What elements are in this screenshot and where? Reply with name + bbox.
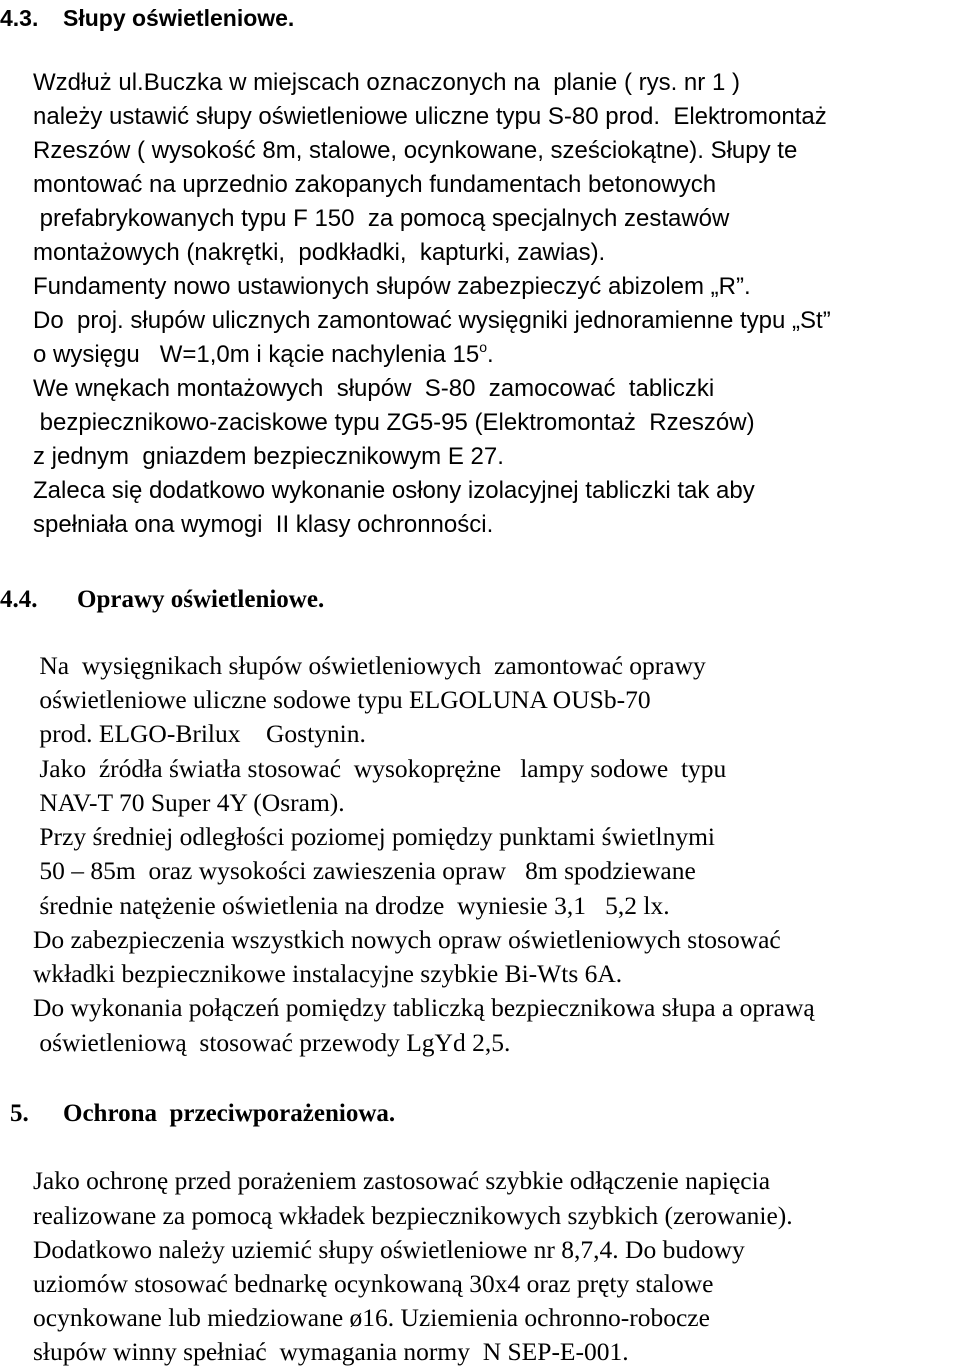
section-4-3-title: Słupy oświetleniowe. xyxy=(63,5,295,31)
paragraph-line: Na wysięgnikach słupów oświetleniowych zamontować oprawy xyxy=(33,651,706,680)
paragraph-line: spełniała ona wymogi II klasy ochronności. xyxy=(33,511,494,538)
paragraph-line: prefabrykowanych typu F 150 za pomocą specjalnych zestawów xyxy=(33,205,730,232)
paragraph-line: bezpiecznikowo-zaciskowe typu ZG5-95 (Elektromontaż Rzeszów) xyxy=(33,409,755,436)
paragraph-line: realizowane za pomocą wkładek bezpiecznikowych szybkich (zerowanie). xyxy=(33,1201,793,1230)
paragraph-line: słupów winny spełniać wymagania normy N SEP-E-001. xyxy=(33,1337,629,1366)
paragraph-line: oświetleniowe uliczne sodowe typu ELGOLUNA OUSb-70 xyxy=(33,685,651,714)
section-4-3-number: 4.3. xyxy=(0,5,39,31)
paragraph-line: We wnękach montażowych słupów S-80 zamocować tabliczki xyxy=(33,375,715,402)
paragraph-line xyxy=(33,339,494,368)
degree-superscript: o xyxy=(479,339,488,355)
paragraph-line: należy ustawić słupy oświetleniowe uliczne typu S-80 prod. Elektromontaż xyxy=(33,103,827,130)
paragraph-line: uziomów stosować bednarkę ocynkowaną 30x4 oraz pręty stalowe xyxy=(33,1269,714,1298)
section-4-4-title: Oprawy oświetleniowe. xyxy=(77,586,325,613)
paragraph-line: wkładki bezpiecznikowe instalacyjne szybkie Bi-Wts 6A. xyxy=(33,959,623,988)
paragraph-line: oświetleniową stosować przewody LgYd 2,5. xyxy=(33,1028,511,1057)
paragraph-line: Wzdłuż ul.Buczka w miejscach oznaczonych na planie ( rys. nr 1 ) xyxy=(33,69,740,96)
paragraph-line: Rzeszów ( wysokość 8m, stalowe, ocynkowane, sześciokątne). Słupy te xyxy=(33,137,798,164)
paragraph-line: z jednym gniazdem bezpiecznikowym E 27. xyxy=(33,443,504,470)
line-text: o wysięgu W=1,0m i kącie nachylenia 15 xyxy=(33,341,480,368)
paragraph-line: Zaleca się dodatkowo wykonanie osłony izolacyjnej tabliczki tak aby xyxy=(33,477,755,504)
paragraph-line: Dodatkowo należy uziemić słupy oświetleniowe nr 8,7,4. Do budowy xyxy=(33,1235,745,1264)
paragraph-line: Do proj. słupów ulicznych zamontować wysięgniki jednoramienne typu „St” xyxy=(33,307,831,334)
section-5-title: Ochrona przeciwporażeniowa. xyxy=(63,1100,396,1127)
paragraph-line: NAV-T 70 Super 4Y (Osram). xyxy=(33,788,345,817)
paragraph-line: ocynkowane lub miedziowane ø16. Uziemienia ochronno-robocze xyxy=(33,1303,710,1332)
paragraph-line: montować na uprzednio zakopanych fundamentach betonowych xyxy=(33,171,717,198)
section-4-4-number: 4.4. xyxy=(0,586,38,613)
paragraph-line: Fundamenty nowo ustawionych słupów zabezpieczyć abizolem „R”. xyxy=(33,273,751,300)
paragraph-line: 50 – 85m oraz wysokości zawieszenia opraw 8m spodziewane xyxy=(33,856,696,885)
paragraph-line: Przy średniej odległości poziomej pomiędzy punktami świetlnymi xyxy=(33,822,716,851)
paragraph-line: prod. ELGO-Brilux Gostynin. xyxy=(33,719,366,748)
paragraph-line: Jako źródła światła stosować wysokoprężne lampy sodowe typu xyxy=(33,754,727,783)
paragraph-line: Do wykonania połączeń pomiędzy tabliczką bezpiecznikowa słupa a oprawą xyxy=(33,993,815,1022)
section-5-number: 5. xyxy=(10,1100,29,1127)
paragraph-line: Jako ochronę przed porażeniem zastosować szybkie odłączenie napięcia xyxy=(33,1166,771,1195)
line-end-punctuation: . xyxy=(487,341,494,368)
paragraph-line: średnie natężenie oświetlenia na drodze wyniesie 3,1 5,2 lx. xyxy=(33,891,670,920)
paragraph-line: montażowych (nakrętki, podkładki, kapturki, zawias). xyxy=(33,239,606,266)
paragraph-line: Do zabezpieczenia wszystkich nowych opraw oświetleniowych stosować xyxy=(33,925,781,954)
